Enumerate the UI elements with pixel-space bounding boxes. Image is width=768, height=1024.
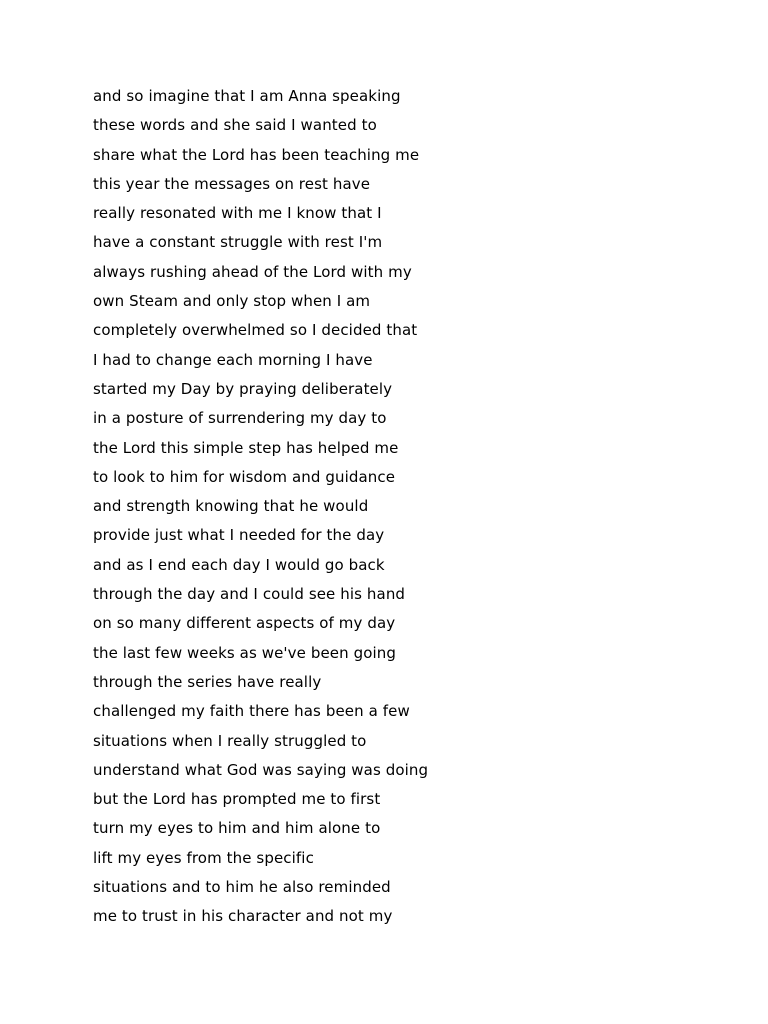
text-line: completely overwhelmed so I decided that bbox=[93, 321, 418, 340]
text-line: and strength knowing that he would bbox=[93, 497, 369, 516]
text-line: through the series have really bbox=[93, 672, 322, 691]
text-line: and so imagine that I am Anna speaking bbox=[93, 87, 401, 105]
text-line: on so many different aspects of my day bbox=[93, 614, 396, 633]
text-line: this year the messages on rest have bbox=[93, 174, 371, 193]
text-line: the Lord this simple step has helped me bbox=[93, 438, 399, 457]
text-line: always rushing ahead of the Lord with my bbox=[93, 262, 412, 281]
text-line: me to trust in his character and not my bbox=[93, 907, 393, 926]
transcript-text-block bbox=[93, 84, 653, 934]
text-line: own Steam and only stop when I am bbox=[93, 292, 371, 311]
text-line: turn my eyes to him and him alone to bbox=[93, 819, 381, 838]
text-line: share what the Lord has been teaching me bbox=[93, 145, 420, 164]
text-line: to look to him for wisdom and guidance bbox=[93, 467, 396, 486]
text-line: lift my eyes from the specific bbox=[93, 848, 314, 867]
text-line: started my Day by praying deliberately bbox=[93, 379, 393, 398]
text-line: understand what God was saying was doing bbox=[93, 760, 429, 779]
text-line: situations when I really struggled to bbox=[93, 731, 367, 750]
text-line: provide just what I needed for the day bbox=[93, 526, 385, 545]
text-line: have a constant struggle with rest I'm bbox=[93, 233, 383, 252]
text-line: in a posture of surrendering my day to bbox=[93, 409, 387, 428]
text-line: the last few weeks as we've been going bbox=[93, 643, 396, 662]
text-line: and as I end each day I would go back bbox=[93, 555, 385, 574]
text-line: challenged my faith there has been a few bbox=[93, 702, 410, 721]
text-line: really resonated with me I know that I bbox=[93, 204, 382, 223]
text-line: but the Lord has prompted me to first bbox=[93, 790, 381, 809]
text-line: these words and she said I wanted to bbox=[93, 116, 377, 135]
text-line: situations and to him he also reminded bbox=[93, 878, 391, 897]
text-line: through the day and I could see his hand bbox=[93, 585, 406, 604]
text-line: I had to change each morning I have bbox=[93, 350, 373, 369]
